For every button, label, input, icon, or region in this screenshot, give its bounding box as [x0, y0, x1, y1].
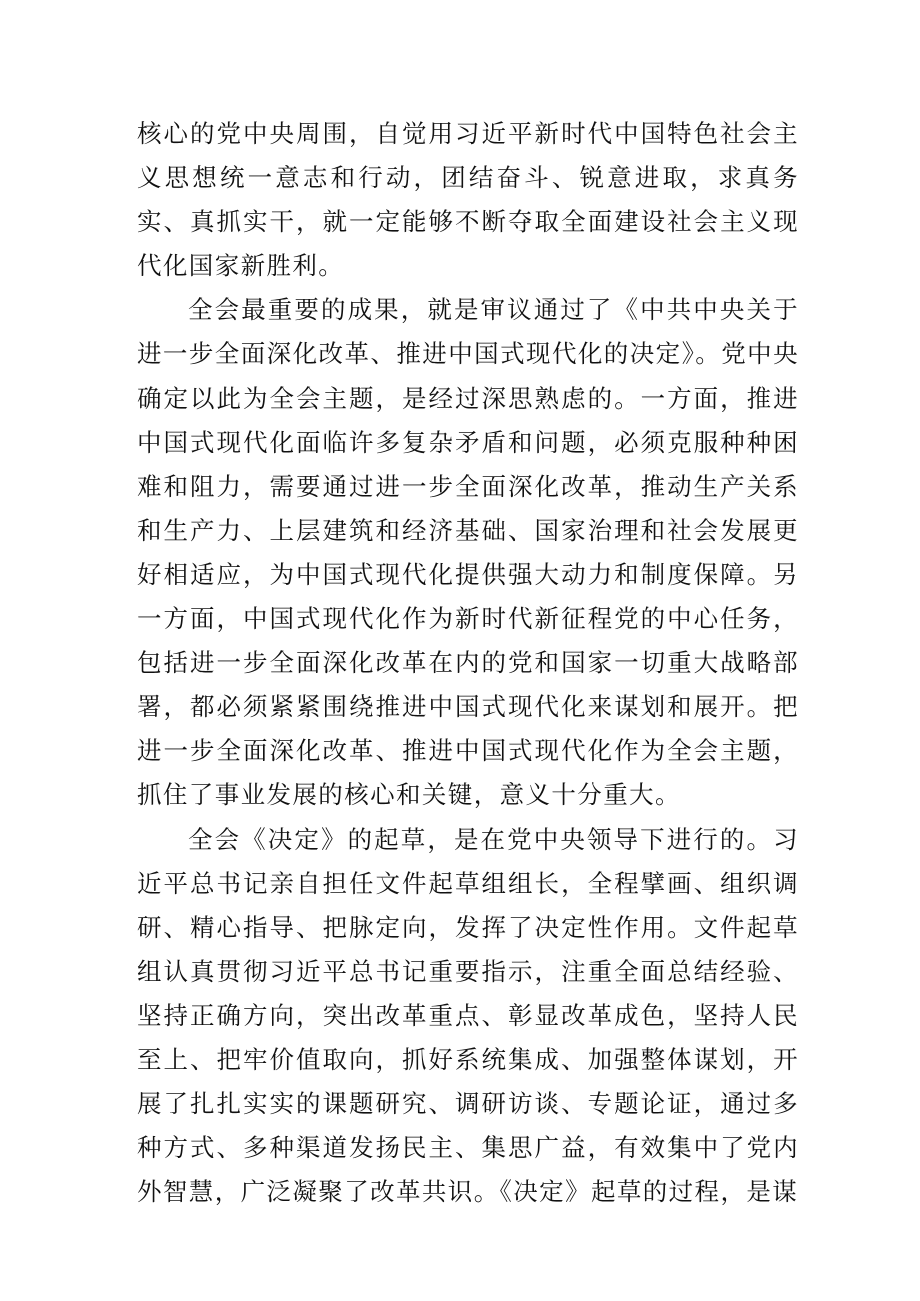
- paragraph-plenum-outcome: 全会最重要的成果，就是审议通过了《中共中央关于进一步全面深化改革、推进中国式现代化的决定》。党中央确定以此为全会主题，是经过深思熟虑的。一方面，推进中国式现代化面临许多复杂矛盾和问题，必须克服种种困难和阻力，需要通过进一步全面深化改革，推动生产关系和生产力、上层建筑和经济基础、国家治理和社会发展更好相适应，为中国式现代化提供强大动力和制度保障。另一方面，中国式现代化作为新时代新征程党的中心任务，包括进一步全面深化改革在内的党和国家一切重大战略部署，都必须紧紧围绕推进中国式现代化来谋划和展开。把进一步全面深化改革、推进中国式现代化作为全会主题，抓住了事业发展的核心和关键，意义十分重大。: [137, 295, 799, 810]
- paragraph-decision-drafting: 全会《决定》的起草，是在党中央领导下进行的。习近平总书记亲自担任文件起草组组长，全程擘画、组织调研、精心指导、把脉定向，发挥了决定性作用。文件起草组认真贯彻习近平总书记重要指示，注重全面总结经验、坚持正确方向，突出改革重点、彰显改革成色，坚持人民至上、把牢价值取向，抓好系统集成、加强整体谋划，开展了扎扎实实的课题研究、调研访谈、专题论证，通过多种方式、多种渠道发扬民主、集思广益，有效集中了党内外智慧，广泛凝聚了改革共识。《决定》起草的过程，是谋: [137, 824, 799, 1207]
- paragraph-continuation: 核心的党中央周围，自觉用习近平新时代中国特色社会主义思想统一意志和行动，团结奋斗、锐意进取，求真务实、真抓实干，就一定能够不断夺取全面建设社会主义现代化国家新胜利。: [137, 119, 799, 281]
- document-body: [137, 112, 799, 1214]
